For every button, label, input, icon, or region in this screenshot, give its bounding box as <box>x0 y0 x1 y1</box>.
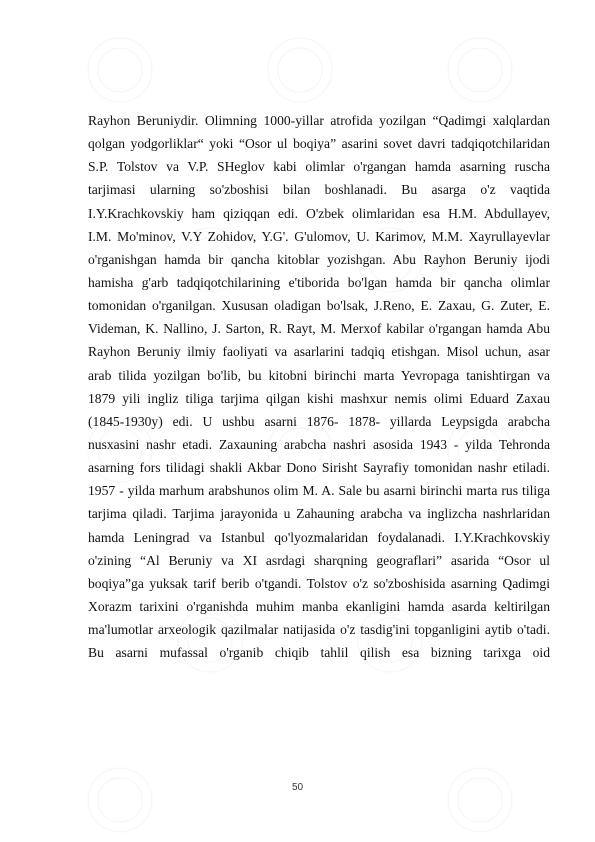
text-line: boqiya”ga yuksak tarif berib o'tgandi. Tolstov o'z so'zboshisida asarning Qadimgi <box>88 575 550 591</box>
text-line: nusxasini nashr etadi. Zaxauning arabcha nashri asosida 1943 - yilda Tehronda <box>88 436 550 452</box>
text-line: asarning fors tilidagi shakli Akbar Dono Sirisht Sayrafiy tomonidan nashr etiladi. <box>88 460 550 476</box>
text-line: hamda Leningrad va Istanbul qo'lyozmalaridan foydalanadi. I.Y.Krachkovskiy <box>88 529 550 545</box>
text-line: hamisha g'arb tadqiqotchilarining e'tiborida bo'lgan hamda bir qancha olimlar <box>88 274 550 290</box>
text-line: Rayhon Beruniydir. Olimning 1000-yillar atrofida yozilgan “Qadimgi xalqlardan <box>88 113 550 128</box>
text-line: I.Y.Krachkovskiy ham qiziqqan edi. O'zbek olimlaridan esa H.M. Abdullayev, <box>88 205 550 221</box>
text-line: qolgan yodgorliklar“ yoki “Osor ul boqiya” asarini sovet davri tadqiqotchilaridan <box>88 136 550 152</box>
text-line: tarjimasi ularning so'zboshisi bilan boshlanadi. Bu asarga o'z vaqtida <box>88 182 550 198</box>
text-line: tarjima qiladi. Tarjima jarayonida u Zahauning arabcha va inglizcha nashrlaridan <box>88 506 550 522</box>
text-line: Videman, K. Nallino, J. Sarton, R. Rayt, M. Merxof kabilar o'rgangan hamda Abu <box>88 321 550 337</box>
text-line: 1957 - yilda marhum arabshunos olim M. A. Sale bu asarni birinchi marta rus tiliga <box>88 483 550 499</box>
text-line: arab tilida yozilgan bo'lib, bu kitobni birinchi marta Yevropaga tanishtirgan va <box>88 367 550 383</box>
text-line: o'zining “Al Beruniy va XI asrdagi sharqning geograflari” asarida “Osor ul <box>88 552 550 568</box>
text-line: (1845-1930y) edi. U ushbu asarni 1876- 1878- yillarda Leypsigda arabcha <box>88 413 550 429</box>
text-line: tomonidan o'rganilgan. Xususan oladigan bo'lsak, J.Reno, E. Zaxau, G. Zuter, E. <box>88 298 550 314</box>
text-line: S.P. Tolstov va V.P. SHeglov kabi olimlar o'rgangan hamda asarning ruscha <box>88 159 550 175</box>
text-line: 1879 yili ingliz tiliga tarjima qilgan kishi mashxur nemis olimi Eduard Zaxau <box>88 390 550 406</box>
text-line: Xorazm tarixini o'rganishda muhim manba ekanligini hamda asarda keltirilgan <box>88 598 550 614</box>
text-line: Rayhon Beruniy ilmiy faoliyati va asarlarini tadqiq etishgan. Misol uchun, asar <box>88 344 550 360</box>
page-number: 50 <box>291 782 304 793</box>
text-line: ma'lumotlar arxeologik qazilmalar natijasida o'z tasdig'ini topganligini aytib o'tadi. <box>88 622 550 638</box>
text-line: o'rganishgan hamda bir qancha kitoblar yozishgan. Abu Rayhon Beruniy ijodi <box>88 251 550 267</box>
body-text <box>88 109 550 664</box>
text-line: Bu asarni mufassal o'rganib chiqib tahlil qilish esa bizning tarixga oid <box>88 645 550 661</box>
text-line: I.M. Mo'minov, V.Y Zohidov, Y.G'. G'ulomov, U. Karimov, M.M. Xayrullayevlar <box>88 228 550 244</box>
